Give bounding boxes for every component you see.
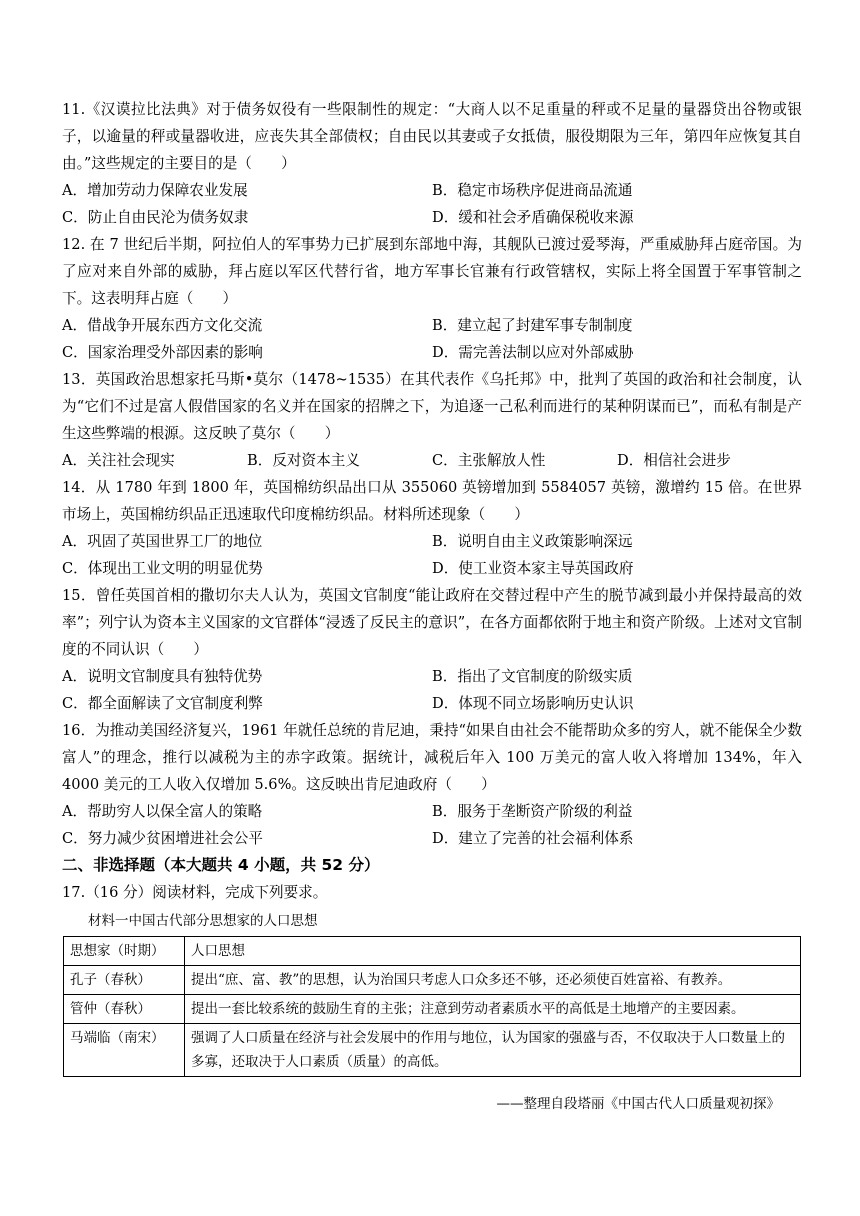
option-d: D．使工业资本家主导英国政府 [432, 560, 634, 577]
material-title: 材料一中国古代部分思想家的人口思想 [88, 913, 318, 929]
option-c: C．国家治理受外部因素的影响 [62, 344, 263, 361]
option-c: C．体现出工业文明的明显优势 [62, 560, 263, 577]
table-header-cell: 人口思想 [185, 937, 801, 966]
option-a: A．帮助穷人以保全富人的策略 [62, 803, 263, 820]
question-stem: 11.《汉谟拉比法典》对于债务奴役有一些限制性的规定：“大商人以不足重量的秤或不足量的量器贷出谷物或银子，以逾量的秤或量器收进，应丧失其全部债权；自由民以其妻或子女抵债，服役期限为三年，第四年应恢复其自由。”这些规定的主要目的是（ ） [62, 101, 802, 172]
option-b: B．指出了文官制度的阶级实质 [432, 668, 633, 685]
option-b: B．稳定市场秩序促进商品流通 [432, 182, 633, 199]
option-d: D．体现不同立场影响历史认识 [432, 695, 634, 712]
question-13 [62, 366, 802, 474]
table-header-row [64, 937, 801, 966]
option-c: C．努力减少贫困增进社会公平 [62, 830, 263, 847]
question-stem: 16．为推动美国经济复兴，1961 年就任总统的肯尼迪，秉持“如果自由社会不能帮助众多的穷人，就不能保全少数富人”的理念，推行以减税为主的赤字政策。据统计，减税后年入 100 万美元的富人收入将增加 134%，年入 4000 美元的工人收入仅增加 5.6%。这反映出肯尼迪政府（ ） [62, 722, 802, 793]
question-stem: 14．从 1780 年到 1800 年，英国棉纺织品出口从 355060 英镑增加到 5584057 英镑，激增约 15 倍。在世界市场上，英国棉纺织品正迅速取代印度棉纺织品。材料所述现象（ ） [62, 479, 802, 523]
options-row [62, 177, 802, 204]
thinkers-table [63, 936, 801, 1077]
options-row [62, 447, 802, 474]
options-row [62, 204, 802, 231]
question-15 [62, 582, 802, 717]
option-a: A．借战争开展东西方文化交流 [62, 317, 263, 334]
option-a: A．增加劳动力保障农业发展 [62, 182, 248, 199]
question-stem: 13．英国政治思想家托马斯•莫尔（1478~1535）在其代表作《乌托邦》中，批判了英国的政治和社会制度，认为“它们不过是富人假借国家的名义并在国家的招牌之下，为追逐一己私利而进行的某种阴谋而已”，而私有制是产生这些弊端的根源。这反映了莫尔（ ） [62, 371, 802, 442]
question-stem: 17.（16 分）阅读材料，完成下列要求。 [62, 884, 328, 901]
question-12 [62, 231, 802, 366]
section-heading: 二、非选择题（本大题共 4 小题，共 52 分） [62, 856, 380, 874]
option-c: C．防止自由民沦为债务奴隶 [62, 209, 249, 226]
option-d: D．需完善法制以应对外部威胁 [432, 344, 634, 361]
option-d: D．相信社会进步 [617, 452, 731, 469]
table-cell: 马端临（南宋） [64, 1024, 185, 1077]
material-source: ——整理自段塔丽《中国古代人口质量观初探》 [496, 1095, 780, 1112]
option-b: B．建立起了封建军事专制制度 [432, 317, 633, 334]
question-stem: 12. 在 7 世纪后半期，阿拉伯人的军事势力已扩展到东部地中海，其舰队已渡过爱琴海，严重威胁拜占庭帝国。为了应对来自外部的威胁，拜占庭以军区代替行省，地方军事长官兼有行政管辖权，实际上将全国置于军事管制之下。这表明拜占庭（ ） [62, 236, 802, 307]
options-row [62, 528, 802, 555]
table-row [64, 995, 801, 1024]
question-14 [62, 474, 802, 582]
table-header-cell: 思想家（时期） [64, 937, 185, 966]
option-a: A．巩固了英国世界工厂的地位 [62, 533, 263, 550]
options-row [62, 312, 802, 339]
option-c: C．都全面解读了文官制度利弊 [62, 695, 263, 712]
table-row [64, 966, 801, 995]
question-stem: 15．曾任英国首相的撒切尔夫人认为，英国文官制度“能让政府在交替过程中产生的脱节减到最小并保持最高的效率”；列宁认为资本主义国家的文官群体“浸透了反民主的意识”，在各方面都依附于地主和资产阶级。上述对文官制度的不同认识（ ） [62, 587, 802, 658]
option-d: D．建立了完善的社会福利体系 [432, 830, 634, 847]
option-b: B．服务于垄断资产阶级的利益 [432, 803, 633, 820]
table-row [64, 1024, 801, 1077]
table-cell: 孔子（春秋） [64, 966, 185, 995]
table-cell: 管仲（春秋） [64, 995, 185, 1024]
options-row [62, 798, 802, 825]
exam-page [62, 96, 802, 1130]
table-cell: 提出一套比较系统的鼓励生育的主张；注意到劳动者素质水平的高低是土地增产的主要因素。 [185, 995, 801, 1024]
option-c: C．主张解放人性 [432, 452, 546, 469]
options-row [62, 339, 802, 366]
option-a: A．说明文官制度具有独特优势 [62, 668, 263, 685]
question-16 [62, 717, 802, 852]
option-d: D．缓和社会矛盾确保税收来源 [432, 209, 634, 226]
option-b: B．说明自由主义政策影响深远 [432, 533, 633, 550]
options-row [62, 690, 802, 717]
table-cell: 提出“庶、富、教”的思想，认为治国只考虑人口众多还不够，还必须使百姓富裕、有教养。 [185, 966, 801, 995]
table-cell: 强调了人口质量在经济与社会发展中的作用与地位，认为国家的强盛与否，不仅取决于人口数量上的多寡，还取决于人口素质（质量）的高低。 [185, 1024, 801, 1077]
question-17 [62, 879, 802, 1117]
options-row [62, 555, 802, 582]
options-row [62, 825, 802, 852]
option-a: A．关注社会现实 [62, 452, 175, 469]
options-row [62, 663, 802, 690]
option-b: B．反对资本主义 [247, 452, 360, 469]
question-11 [62, 96, 802, 231]
